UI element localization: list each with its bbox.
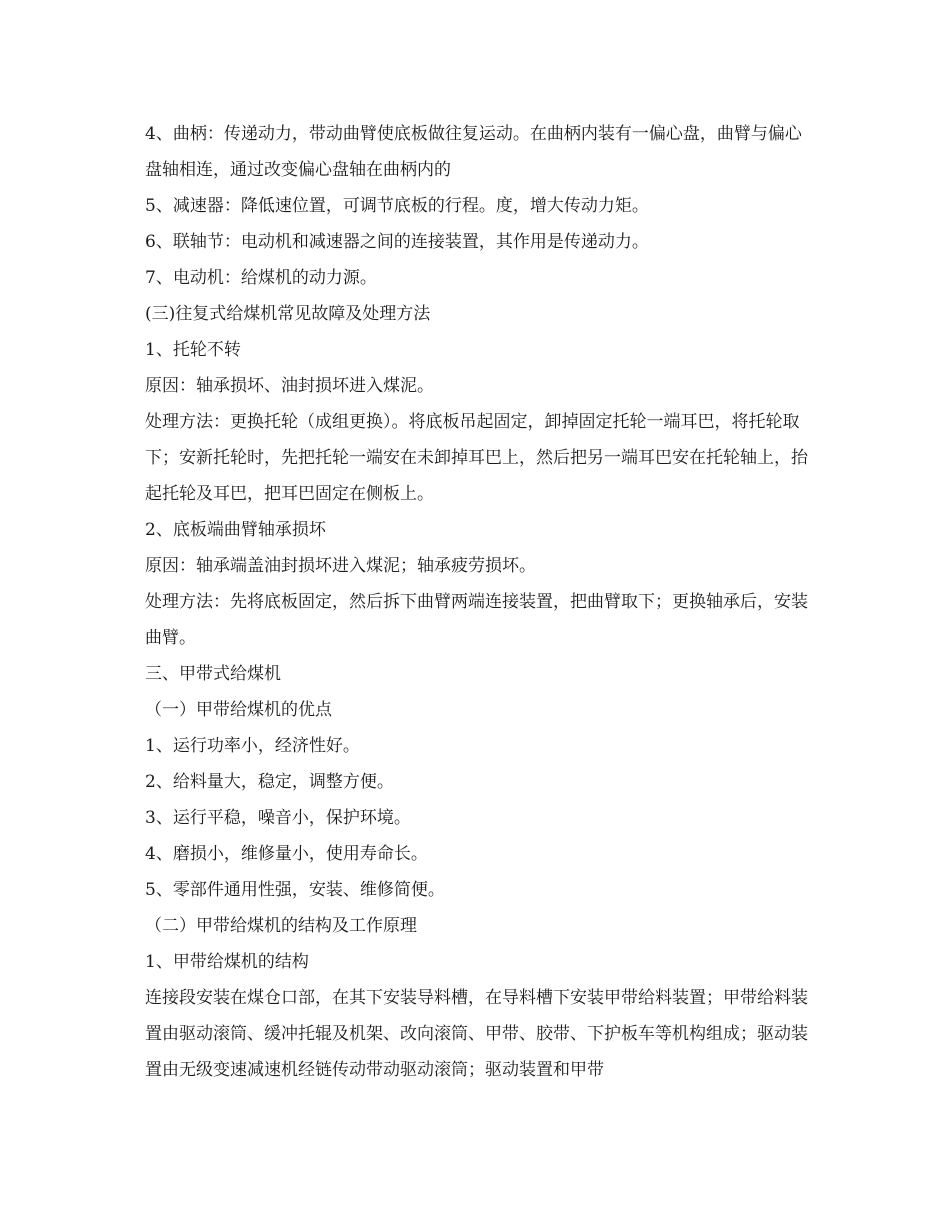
paragraph-reducer: 5、减速器：降低速位置，可调节底板的行程。度，增大传动力矩。 bbox=[145, 196, 649, 216]
advantage-item: 3、运行平稳，噪音小，保护环境。 bbox=[145, 808, 411, 828]
section-heading-structure: （二）甲带给煤机的结构及工作原理 bbox=[145, 916, 417, 936]
fault-heading-idler: 1、托轮不转 bbox=[145, 340, 241, 360]
paragraph-crank: 4、曲柄：传递动力，带动曲臂使底板做往复运动。在曲柄内装有一偏心盘，曲臂与偏心盘轴相连，通过改变偏心盘轴在曲柄内的 bbox=[145, 124, 802, 180]
advantage-item: 5、零部件通用性强，安装、维修简便。 bbox=[145, 880, 445, 900]
paragraph-coupling: 6、联轴节：电动机和减速器之间的连接装置，其作用是传递动力。 bbox=[145, 232, 649, 252]
fault-fix-bearing: 处理方法：先将底板固定，然后拆下曲臂两端连接装置，把曲臂取下；更换轴承后，安装曲臂。 bbox=[145, 592, 808, 648]
section-heading-faults: (三)往复式给煤机常见故障及处理方法 bbox=[145, 304, 431, 324]
advantage-item: 1、运行功率小，经济性好。 bbox=[145, 736, 360, 756]
advantage-item: 2、给料量大，稳定，调整方便。 bbox=[145, 772, 394, 792]
paragraph-motor: 7、电动机：给煤机的动力源。 bbox=[145, 268, 377, 288]
section-heading-advantages: （一）甲带给煤机的优点 bbox=[145, 700, 332, 720]
fault-cause-idler: 原因：轴承损坏、油封损坏进入煤泥。 bbox=[145, 376, 434, 396]
chapter-heading-belt-feeder: 三、甲带式给煤机 bbox=[145, 664, 281, 684]
fault-cause-bearing: 原因：轴承端盖油封损坏进入煤泥；轴承疲劳损坏。 bbox=[145, 556, 536, 576]
paragraph-structure: 连接段安装在煤仓口部，在其下安装导料槽，在导料槽下安装甲带给料装置；甲带给料装置由驱动滚筒、缓冲托辊及机架、改向滚筒、甲带、胶带、下护板车等机构组成；驱动装置由无级变速减速机经链传动带动驱动滚筒；驱动装置和甲带 bbox=[145, 988, 808, 1080]
document-body bbox=[145, 116, 810, 1088]
advantage-item: 4、磨损小，维修量小，使用寿命长。 bbox=[145, 844, 428, 864]
fault-fix-idler: 处理方法：更换托轮（成组更换）。将底板吊起固定，卸掉固定托轮一端耳巴，将托轮取下；安新托轮时，先把托轮一端安在未卸掉耳巴上，然后把另一端耳巴安在托轮轴上，抬起托轮及耳巴，把耳巴固定在侧板上。 bbox=[145, 412, 808, 504]
subsection-heading-structure: 1、甲带给煤机的结构 bbox=[145, 952, 309, 972]
fault-heading-bearing: 2、底板端曲臂轴承损坏 bbox=[145, 520, 326, 540]
